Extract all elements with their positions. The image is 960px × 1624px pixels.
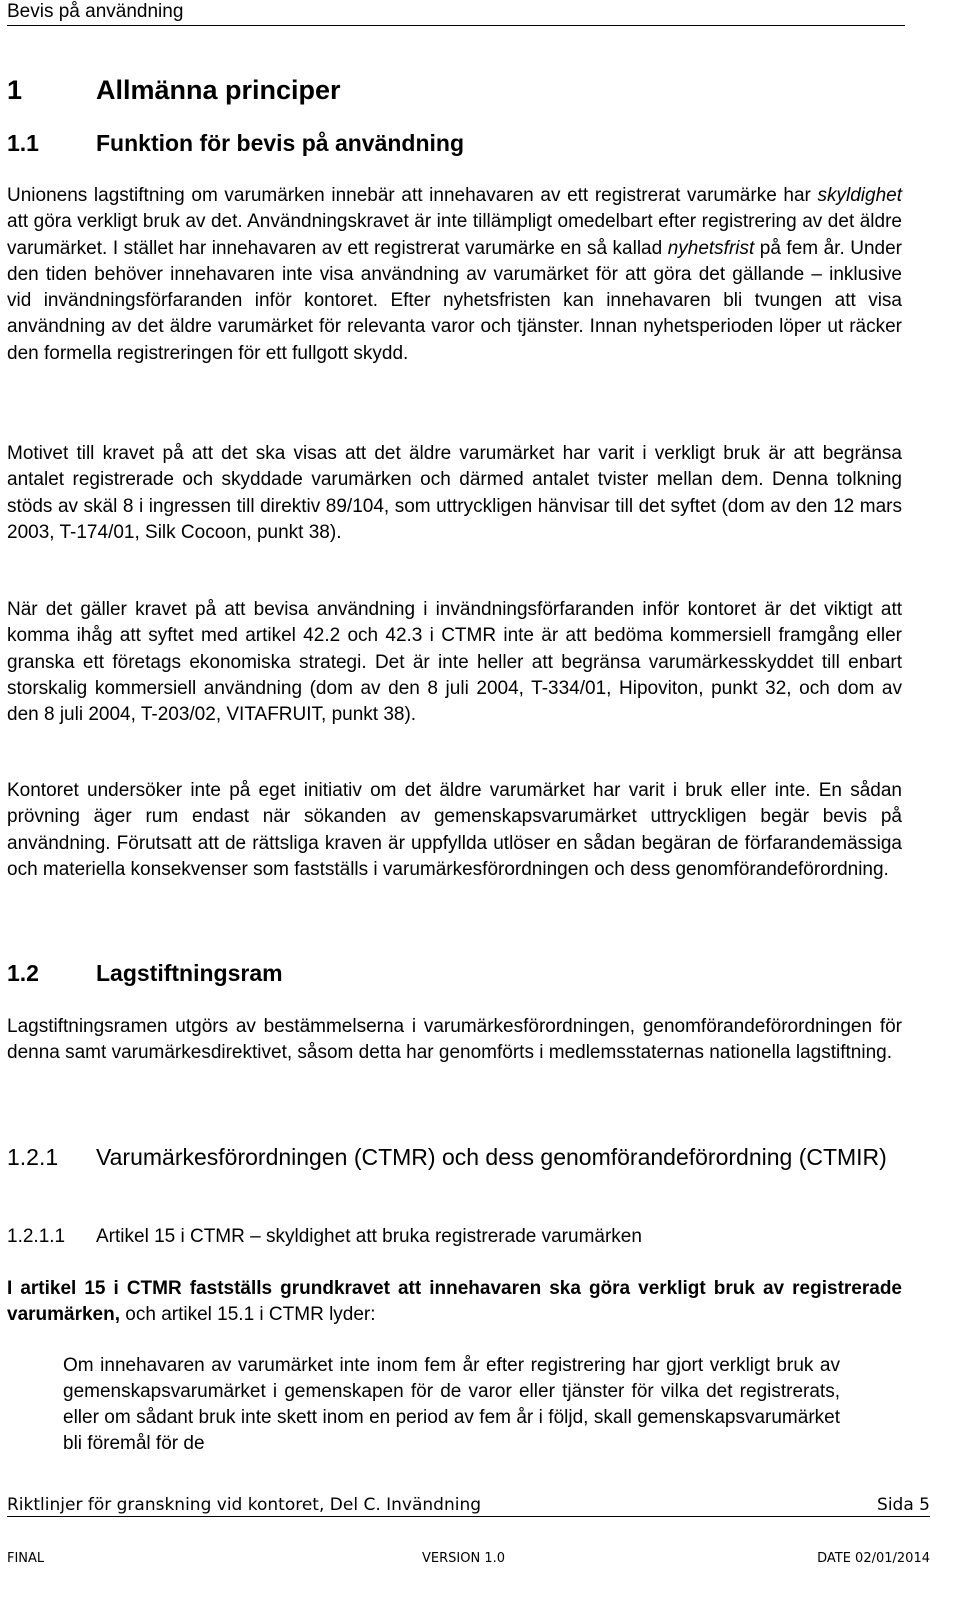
text-run: och artikel 15.1 i CTMR lyder:	[120, 1304, 376, 1326]
paragraph-6	[7, 1276, 902, 1329]
emphasis: nyhetsfrist	[667, 237, 755, 259]
heading-title: Varumärkesförordningen (CTMR) och dess genomförandeförordning (CTMIR)	[96, 1144, 887, 1170]
paragraph-3: När det gäller kravet på att bevisa användning i invändningsförfaranden inför kontoret är det viktigt att komma ihåg att syftet med artikel 42.2 och 42.3 i CTMR inte är att bedöma kommersiell framgång eller granska ett företags ekonomiska strategi. Det är inte heller att begränsa varumärkesskyddet till enbart storskalig kommersiell användning (dom av den 8 juli 2004, T-334/01, Hipoviton, punkt 32, och dom av den 8 juli 2004, T-203/02, VITAFRUIT, punkt 38).	[7, 599, 902, 726]
heading-number: 1.2	[7, 960, 39, 986]
footer-status: FINAL	[7, 1551, 45, 1566]
heading-title: Lagstiftningsram	[96, 960, 283, 986]
text-run: Unionens lagstiftning om varumärken innebär att innehavaren av ett registrerat varumärke har	[7, 185, 818, 206]
paragraph-5: Lagstiftningsramen utgörs av bestämmelserna i varumärkesförordningen, genomförandeförordningen för denna samt varumärkesdirektivet, såsom detta har genomförts i medlemsstaternas nationella lagstiftning.	[7, 1016, 902, 1064]
footer-version: VERSION 1.0	[422, 1551, 505, 1566]
heading-1-1	[7, 129, 464, 157]
heading-title: Allmänna principer	[96, 75, 341, 105]
heading-1-2-1	[7, 1143, 907, 1171]
paragraph-2: Motivet till kravet på att det ska visas att det äldre varumärket har varit i verkligt bruk är att begränsa antalet registrerade och skyddade varumärken och därmed antalet tvister mellan dem. Denna tolkning stöds av skäl 8 i ingressen till direktiv 89/104, som uttryckligen hänvisar till det syftet (dom av den 12 mars 2003, T-174/01, Silk Cocoon, punkt 38).	[7, 443, 902, 543]
heading-number: 1.2.1	[7, 1144, 59, 1170]
heading-number: 1.2.1.1	[7, 1226, 66, 1247]
heading-title: Artikel 15 i CTMR – skyldighet att bruka registrerade varumärken	[96, 1226, 642, 1247]
page-number: Sida 5	[877, 1495, 930, 1515]
footer-meta-line	[7, 1549, 930, 1569]
running-header: Bevis på användning	[7, 0, 905, 26]
footer-title-line	[7, 1495, 930, 1517]
heading-number: 1	[7, 75, 23, 105]
paragraph-1	[7, 183, 902, 367]
emphasis: skyldighet	[817, 185, 902, 206]
footer-title: Riktlinjer för granskning vid kontoret, Del C. Invändning	[7, 1495, 482, 1515]
text-run: att göra verkligt bruk av det. Användningskravet är inte tillämpligt omedelbart efter registrering av det äldre varumärket. I stället har innehavaren av ett registrerat varumärke en så kallad	[7, 211, 902, 259]
text-run: på fem år. Under den tiden behöver innehavaren inte visa användning av varumärket för att göra det gällande – inklusive vid invändningsförfaranden inför kontoret. Efter nyhetsfristen kan innehavaren bli tvungen att visa användning av det äldre varumärket för relevanta varor och tjänster. Innan nyhetsperioden löper ut räcker den formella registreringen för ett fullgott skydd.	[7, 237, 902, 364]
block-quote: Om innehavaren av varumärket inte inom fem år efter registrering har gjort verkligt bruk av gemenskapsvarumärket i gemenskapen för de varor eller tjänster för vilka det registrerats, eller om sådant bruk inte skett inom en period av fem år i följd, skall gemenskapsvarumärket bli föremål för de	[63, 1355, 840, 1454]
paragraph-4: Kontoret undersöker inte på eget initiativ om det äldre varumärket har varit i bruk eller inte. En sådan prövning äger rum endast när sökanden av gemenskapsvarumärket uttryckligen begär bevis på användning. Förutsatt att de rättsliga kraven är uppfyllda utlöser en sådan begäran de förfarandemässiga och materiella konsekvenser som fastställs i varumärkesförordningen och dess genomförandeförordning.	[7, 780, 902, 880]
heading-1-2	[7, 959, 283, 987]
heading-number: 1.1	[7, 130, 39, 156]
footer-date: DATE 02/01/2014	[817, 1551, 930, 1566]
heading-1	[7, 74, 341, 106]
bold-text: I artikel 15 i CTMR fastställs grundkravet att innehavaren ska göra verkligt bruk av registrerade varumärken,	[7, 1278, 902, 1326]
heading-1-2-1-1	[7, 1225, 642, 1249]
heading-title: Funktion för bevis på användning	[96, 130, 465, 156]
